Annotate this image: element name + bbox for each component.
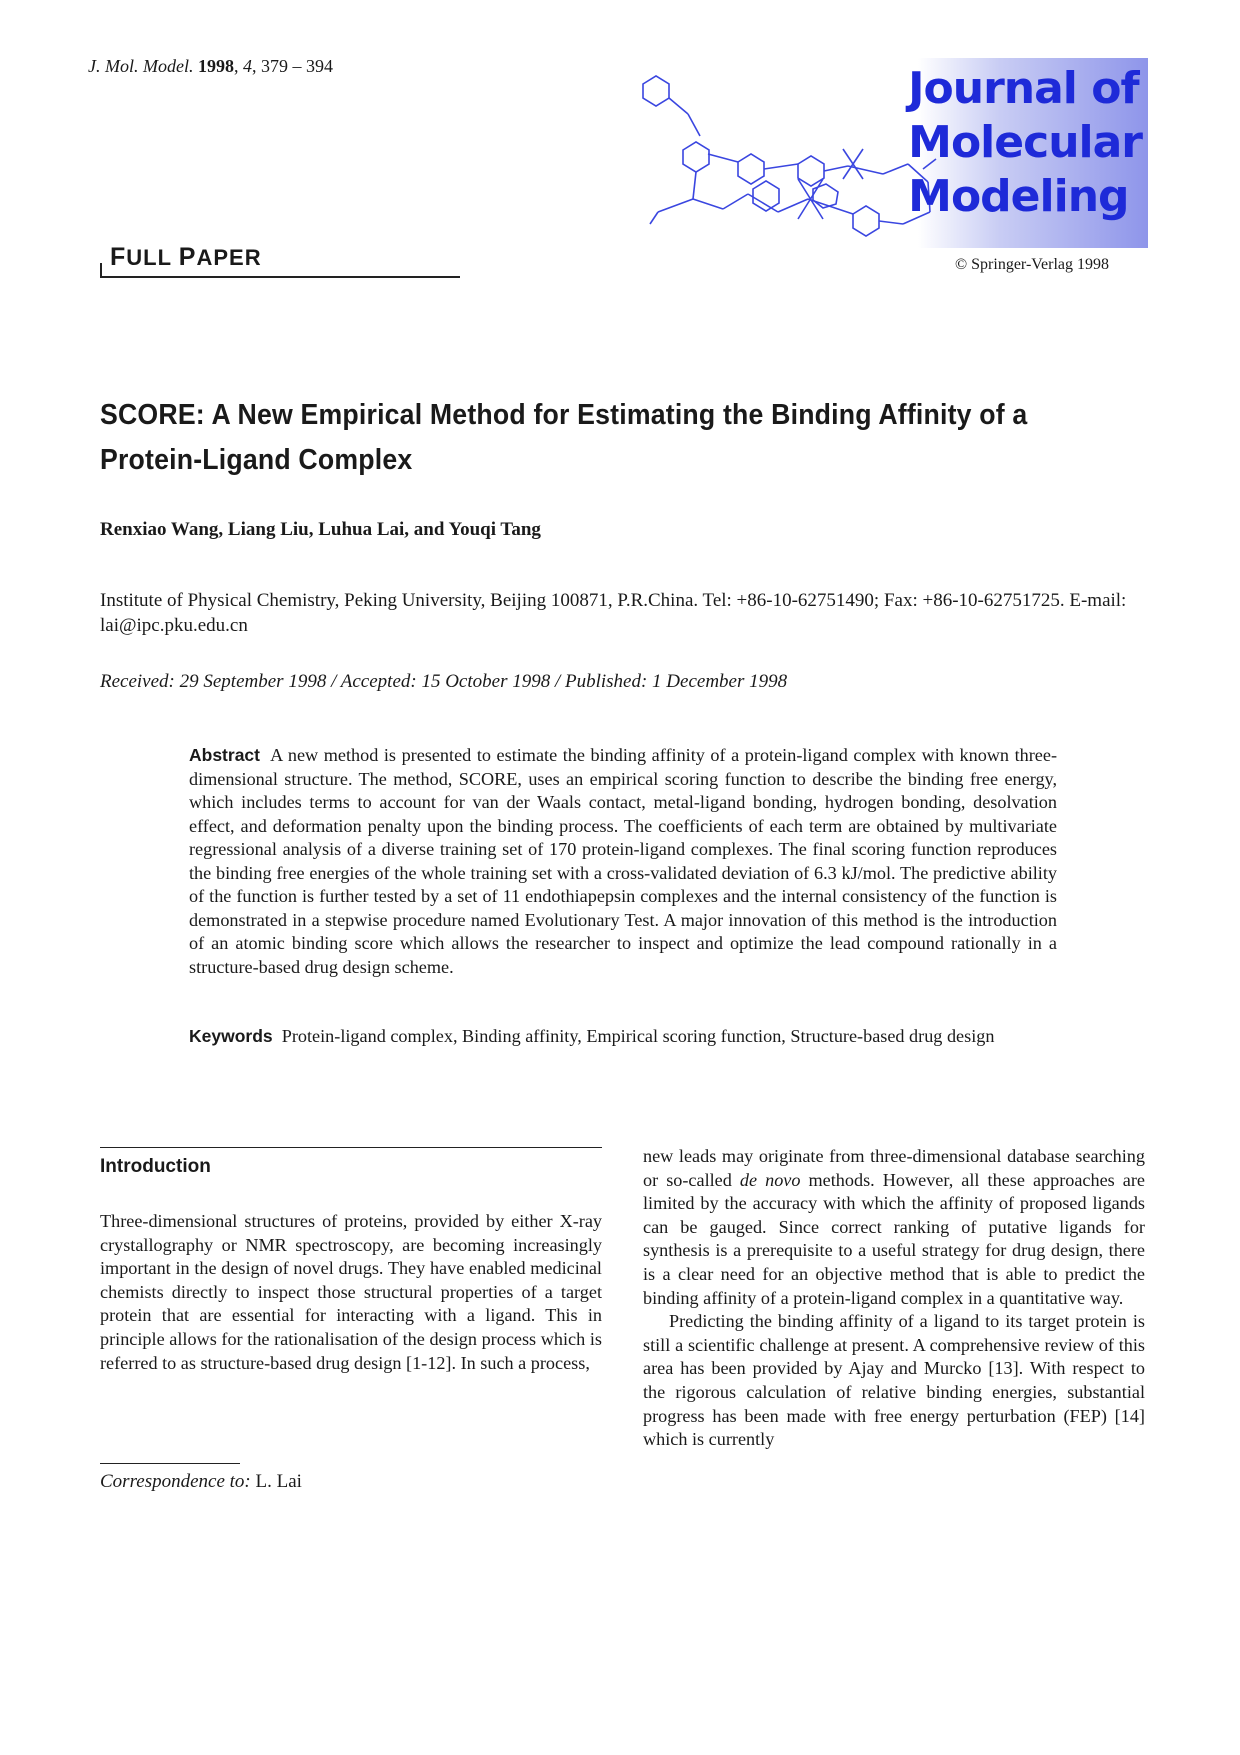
keywords-text: Protein-ligand complex, Binding affinity, Empirical scoring function, Structure-based drug design bbox=[281, 1026, 995, 1046]
journal-abbrev: J. Mol. Model. bbox=[88, 56, 194, 76]
citation-pages: 379 – 394 bbox=[260, 56, 333, 76]
logo-line-2: Molecular bbox=[908, 117, 1142, 168]
article-title: SCORE: A New Empirical Method for Estimating the Binding Affinity of a Protein-Ligand Complex bbox=[100, 399, 1028, 476]
keywords bbox=[189, 1025, 1057, 1049]
intro-left-column bbox=[100, 1210, 602, 1375]
keywords-label: Keywords bbox=[189, 1026, 273, 1046]
affiliation: Institute of Physical Chemistry, Peking University, Beijing 100871, P.R.China. Tel: +86-10-62751490; Fax: +86-10-62751725. E-mail: lai@ipc.pku.edu.cn bbox=[100, 590, 1127, 636]
footnote-rule bbox=[100, 1463, 240, 1464]
molecule-icon bbox=[638, 54, 938, 248]
abstract-text: A new method is presented to estimate the binding affinity of a protein-ligand complex with known three-dimensional structure. The method, SCORE, uses an empirical scoring function to describe the binding free energy, which includes terms to account for van der Waals contact, metal-ligand bonding, hydrogen bonding, desolvation effect, and deformation penalty upon the binding process. The coefficients of each term are obtained by multivariate regressional analysis of a diverse training set of 170 protein-ligand complexes. The final scoring function reproduces the binding free energies of the whole training set with a cross-validated deviation of 6.3 kJ/mol. The predictive ability of the function is further tested by a set of 11 endothiapepsin complexes and the internal consistency of the function is demonstrated in a stepwise procedure named Evolutionary Test. A major innovation of this method is the introduction of an atomic binding score which allows the researcher to inspect and optimize the lead compound rationally in a structure-based drug design scheme. bbox=[189, 745, 1058, 977]
column-rule bbox=[100, 1147, 602, 1148]
abstract-label: Abstract bbox=[189, 745, 260, 765]
logo-line-1: Journal of bbox=[908, 63, 1139, 114]
intro-paragraph-2: Predicting the binding affinity of a ligand to its target protein is still a scientific challenge at present. A comprehensive review of this area has been provided by Ajay and Murcko [13]. With respect to the rigorous calculation of relative binding energies, substantial progress has been made with free energy perturbation (FEP) [14] which is currently bbox=[643, 1311, 1145, 1450]
copyright-notice: © Springer-Verlag 1998 bbox=[955, 256, 1110, 273]
intro-heading: Introduction bbox=[100, 1156, 211, 1177]
citation-volume: 4 bbox=[242, 56, 252, 76]
author-list: Renxiao Wang, Liang Liu, Luhua Lai, and Youqi Tang bbox=[100, 519, 541, 540]
intro-paragraph: Three-dimensional structures of proteins, provided by either X-ray crystallography or NMR spectroscopy, are becoming increasingly important in the design of novel drugs. They have enabled medicinal chemists directly to inspect those structural properties of a target protein that are essential for interacting with a ligand. This in principle allows for the rationalisation of the design process which is referred to as structure-based drug design [1-12]. In such a process, bbox=[100, 1211, 602, 1373]
journal-citation: J. Mol. Model. 1998, 4, 379 – 394 bbox=[88, 56, 333, 76]
intro-paragraph-continued: new leads may originate from three-dimensional database searching or so-called de novo methods. However, all these approaches are limited by the accuracy with which the affinity of proposed ligands can be gauged. Since correct ranking of putative ligands for synthesis is a prerequisite to a useful strategy for drug design, there is a clear need for an objective method that is able to predict the binding affinity of a protein-ligand complex in a quantitative way. bbox=[643, 1146, 1145, 1308]
journal-logo bbox=[638, 54, 1148, 248]
section-label-rule bbox=[100, 276, 460, 278]
citation-year: 1998 bbox=[197, 56, 234, 76]
logo-line-3: Modeling bbox=[908, 171, 1129, 222]
section-label: FULL PAPER bbox=[110, 243, 262, 271]
abstract bbox=[189, 744, 1057, 979]
logo-wordmark bbox=[908, 62, 1142, 224]
correspondence-footnote: Correspondence to: L. Lai bbox=[100, 1471, 302, 1492]
intro-right-column bbox=[643, 1145, 1145, 1452]
publication-dates: Received: 29 September 1998 / Accepted: 15 October 1998 / Published: 1 December 1998 bbox=[100, 671, 788, 692]
